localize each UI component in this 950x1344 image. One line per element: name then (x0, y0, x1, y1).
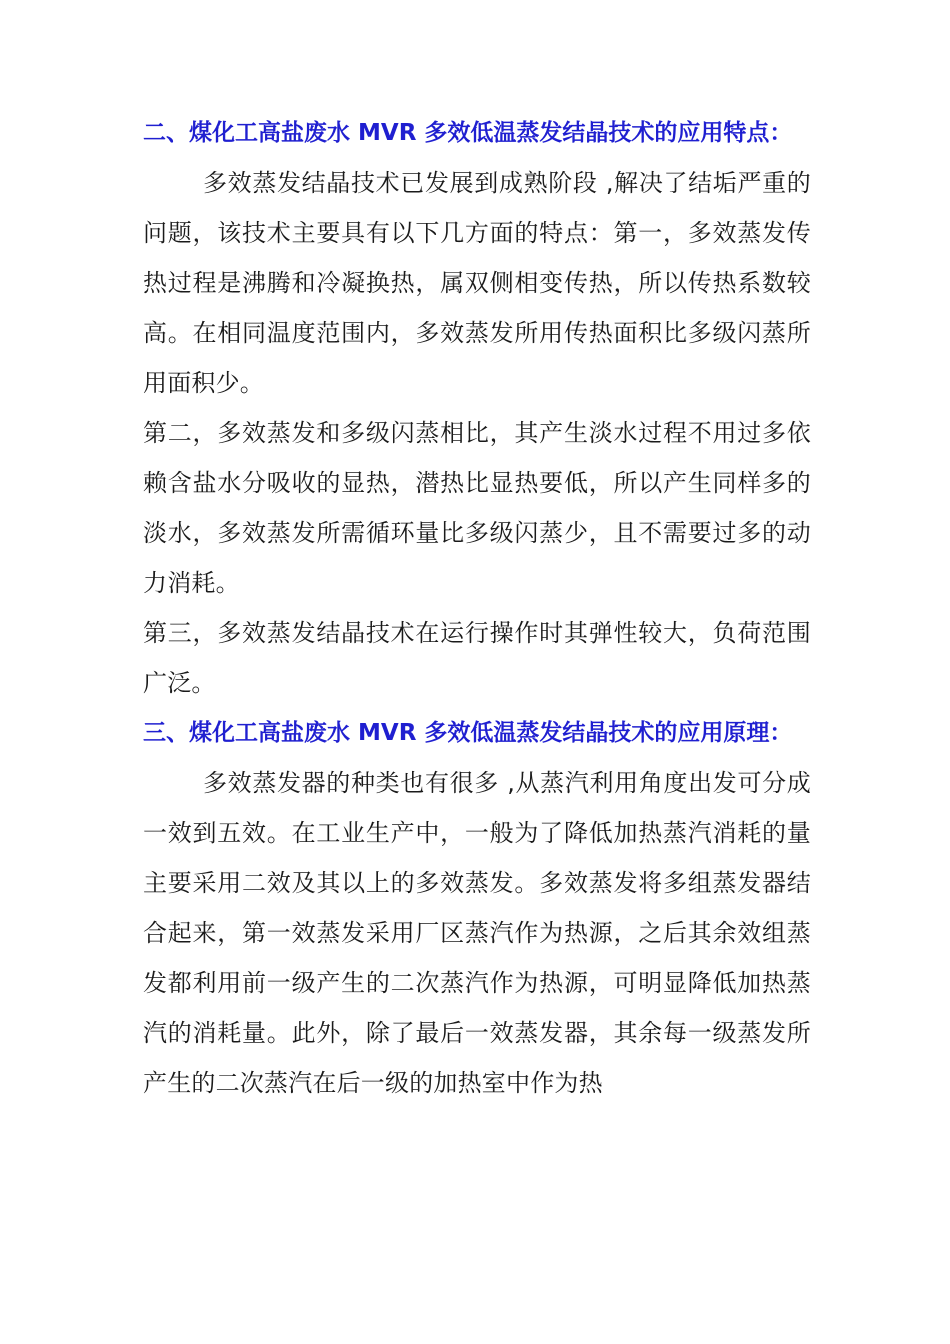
section-2-paragraph-1: 多效蒸发结晶技术已发展到成熟阶段 ,解决了结垢严重的问题，该技术主要具有以下几方面的特点：第一，多效蒸发传热过程是沸腾和冷凝换热，属双侧相变传热，所以传热系数较高。在相同温度范围内，多效蒸发所用传热面积比多级闪蒸所用面积少。 (143, 169, 811, 397)
document-body (143, 108, 811, 1108)
section-2-paragraph-3: 第三，多效蒸发结晶技术在运行操作时其弹性较大，负荷范围广泛。 (143, 619, 811, 697)
section-3-paragraph-1: 多效蒸发器的种类也有很多 ,从蒸汽利用角度出发可分成一效到五效。在工业生产中，一般为了降低加热蒸汽消耗的量主要采用二效及其以上的多效蒸发。多效蒸发将多组蒸发器结合起来，第一效蒸发采用厂区蒸汽作为热源，之后其余效组蒸发都利用前一级产生的二次蒸汽作为热源，可明显降低加热蒸汽的消耗量。此外，除了最后一效蒸发器，其余每一级蒸发所产生的二次蒸汽在后一级的加热室中作为热 (143, 769, 811, 1097)
section-3-heading: 三、煤化工高盐废水 MVR 多效低温蒸发结晶技术的应用原理： (143, 720, 793, 746)
section-2-heading: 二、煤化工高盐废水 MVR 多效低温蒸发结晶技术的应用特点： (143, 120, 793, 146)
section-2-paragraph-2: 第二，多效蒸发和多级闪蒸相比，其产生淡水过程不用过多依赖含盐水分吸收的显热，潜热比显热要低，所以产生同样多的淡水，多效蒸发所需循环量比多级闪蒸少，且不需要过多的动力消耗。 (143, 419, 811, 597)
